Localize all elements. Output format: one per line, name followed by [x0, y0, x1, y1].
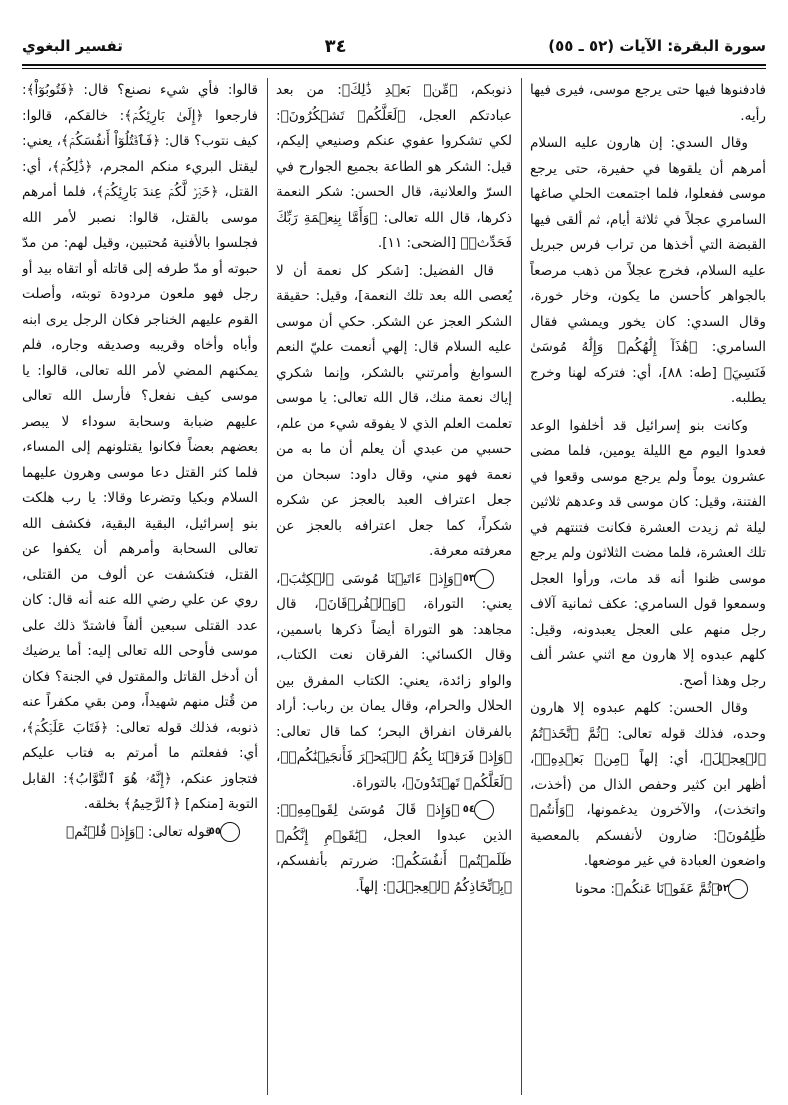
verse-marker-52: ٥٢: [728, 879, 748, 899]
column-left: [22, 78, 258, 1095]
paragraph: قال الفضيل: [شكر كل نعمة أن لا يُعصى الله بعد تلك النعمة]، وقيل: حقيقة الشكر العجز عن الشكر. حكي أن موسى عليه السلام قال: إلهي أنعمت عليّ النعم السوابغ وأمرتني بالشكر، وإنما شكري إياك نعمة منك، قال الله تعالى: يا موسى تعلمت العلم الذي لا يفوقه شيء من علم، حسبي من عبدي أن يعلم أن ما به من نعمة فهو مني، وقال داود: سبحان من جعل اعتراف العبد بالعجز عن شكره شكراً، كما جعل اعترافه بالعجز عن معرفته معرفة.: [276, 262, 512, 559]
paragraph: وقال السدي: إن هارون عليه السلام أمرهم أن يلقوها في حفيرة، حتى يرجع موسى ففعلوا، فلما اجتمعت الحلي صاغها السامري عجلاً في ثلاثة أيام، ثم ألقى فيها القبضة التي أخذها من تراب فرس جبريل عليه السلام، فخرج عجلاً من ذهب مرصعاً بالجواهر كأحسن ما يكون، وخار خورة، وقال السدي: كان يخور ويمشي فقال السامري: ﴿هَٰذَآ إِلَٰهُكُمۡ وَإِلَٰهُ مُوسَىٰ فَنَسِيَ﴾ [طه: ٨٨]، أي: فتركه لهنا وخرج يطلبه.: [530, 135, 766, 406]
paragraph: فادفنوها فيها حتى يرجع موسى، فيرى فيها رأيه.: [530, 82, 766, 124]
page-header: [22, 30, 766, 62]
page-number: ٣٤: [324, 35, 347, 57]
paragraph: وقال الحسن: كلهم عبدوه إلا هارون وحده، فذلك قوله تعالى: ﴿ثُمَّ ٱتَّخَذۡتُمُ ٱلۡعِجۡلَ﴾، أي: إلهاً ﴿مِنۢ بَعۡدِهِۦ﴾، أظهر ابن كثير وحفص الذال من (أخذت، واتخذت)، والآخرون يدغمونها، ﴿وَأَنتُمۡ ظَٰلِمُونَ﴾: ضارون لأنفسكم بالمعصية واضعون العبادة في غير موضعها.: [530, 700, 766, 869]
paragraph: [276, 567, 512, 797]
header-rule-thin: [22, 68, 766, 69]
paragraph: [22, 820, 258, 846]
column-middle: [276, 78, 512, 1095]
paragraph-text: ﴿وَإِذۡ قَالَ مُوسَىٰ لِقَوۡمِهِۦ﴾: الذين عبدوا العجل، ﴿يَٰقَوۡمِ إِنَّكُمۡ ظَلَمۡتُمۡ أَنفُسَكُم﴾: ضررتم بأنفسكم، ﴿بِٱتِّخَاذِكُمُ ٱلۡعِجۡلَ﴾: إلهاً.: [276, 802, 512, 895]
column-divider: [267, 78, 268, 1095]
paragraph: [530, 877, 766, 903]
column-divider: [521, 78, 522, 1095]
paragraph-text: ﴿وَإِذۡ ءَاتَيۡنَا مُوسَى ٱلۡكِتَٰبَ﴾، يعني: التوراة، ﴿وَٱلۡفُرۡقَانَ﴾، قال مجاهد: هو التوراة أيضاً ذكرها باسمين، وقال الكسائي: الفرقان نعت الكتاب، والواو زائدة، يعني: الكتاب المفرق بين الحلال والحرام، وقال يمان بن رباب: أراد بالفرقان انفراق البحر؛ كما قال تعالى: ﴿وَإِذۡ فَرَقۡنَا بِكُمُ ٱلۡبَحۡرَ فَأَنجَيۡنَٰكُمۡ﴾، ﴿لَعَلَّكُمۡ تَهۡتَدُونَ﴾، بالتوراة.: [276, 570, 512, 791]
verse-marker-53: ٥٣: [474, 569, 494, 589]
paragraph-text: ﴿ثُمَّ عَفَوۡنَا عَنكُم﴾: محونا: [575, 880, 720, 897]
book-title: تفسير البغوي: [22, 37, 123, 55]
header-rule: [22, 64, 766, 66]
paragraph: [276, 798, 512, 900]
paragraph: ذنوبكم، ﴿مِّنۢ بَعۡدِ ذَٰلِكَ﴾: من بعد عبادتكم العجل، ﴿لَعَلَّكُمۡ تَشۡكُرُونَ﴾: لكي تشكروا عفوي عنكم وصنيعي إليكم، قيل: الشكر هو الطاعة بجميع الجوارح في السرّ والعلانية، قال الحسن: شكر النعمة ذكرها، قال الله تعالى: ﴿وَأَمَّا بِنِعۡمَةِ رَبِّكَ فَحَدِّثۡ﴾ [الضحى: ١١].: [276, 82, 512, 251]
column-right: [530, 78, 766, 1095]
surah-title: سورة البقرة: الآيات (٥٢ ـ ٥٥): [548, 37, 766, 55]
paragraph: وكانت بنو إسرائيل قد أخلفوا الوعد فعدوا اليوم مع الليلة يومين، فلما مضى عشرون يوماً ولم يرجع موسى وقعوا في الفتنة، وقيل: كان موسى قد وعدهم ثلاثين ليلة ثم زيدت العشرة فكانت فتنتهم في تلك العشرة، فلما مضت الثلاثون ولم يرجع موسى ظنوا أنه قد مات، ورأوا العجل وسمعوا قول السامري: عكف ثمانية آلاف رجل منهم على العجل يعبدونه، وقيل: كلهم عبدوه إلا هارون مع اثني عشر ألف رجل وهذا أصح.: [530, 417, 766, 689]
paragraph: قالوا: فأي شيء نصنع؟ قال: ﴿فَتُوبُوٓاْ﴾: فارجعوا ﴿إِلَىٰ بَارِئِكُمۡ﴾: خالقكم، قالوا: كيف نتوب؟ قال: ﴿فَٱقۡتُلُوٓاْ أَنفُسَكُمۡ﴾، يعني: ليقتل البريء منكم المجرم، ﴿ذَٰلِكُمۡ﴾، أي: القتل، ﴿خَيۡرٞ لَّكُمۡ عِندَ بَارِئِكُمۡ﴾، فلما أمرهم موسى بالقتل، قالوا: نصبر لأمر الله فجلسوا بالأفنية مُحتبين، وقيل لهم: من مدّ حبوته أو مدّ طرفه إلى قاتله أو اتقاه بيد أو رجل فهو ملعون مردودة توبته، وأصلت القوم عليهم الخناجر فكان الرجل يرى ابنه وأباه وأخاه وقريبه وصديقه وجاره، فلم يمكنهم المضي لأمر الله تعالى، قالوا: يا موسى كيف نفعل؟ فأرسل الله تعالى عليهم ضبابة وسحابة سوداء لا يبصر بعضهم بعضاً فكانوا يقتلونهم إلى المساء، فلما كثر القتل دعا موسى وهرون عليهما السلام وبكيا وتضرعا وقالا: يا رب هلكت بنو إسرائيل، البقية البقية، فكشف الله تعالى السحابة وأمرهم أن يكفوا عن القتل، فتكشفت عن ألوف من القتلى، روي عن علي رضي الله عنه أنه قال: كان عدد القتلى سبعين ألفاً فاشتدّ ذلك على موسى فأوحى الله تعالى إليه: أما يرضيك أن أدخل القاتل والمقتول في الجنة؟ فكان من قُتل منهم شهيداً، ومن بقي مكفراً عنه ذنوبه، فذلك قوله تعالى: ﴿فَتَابَ عَلَيۡكُمۡ﴾، أي: ففعلتم ما أمرتم به فتاب عليكم فتجاوز عنكم، ﴿إِنَّهُۥ هُوَ ٱلتَّوَّابُ﴾: القابل التوبة [منكم] ﴿ٱلرَّحِيمُ﴾ بخلقه.: [22, 82, 258, 812]
verse-marker-55: ٥٥: [220, 822, 240, 842]
text-columns: [22, 78, 766, 1095]
verse-marker-54: ٥٤: [474, 800, 494, 820]
paragraph-text: قوله تعالى: ﴿وَإِذۡ قُلۡتُمۡ: [66, 823, 212, 840]
